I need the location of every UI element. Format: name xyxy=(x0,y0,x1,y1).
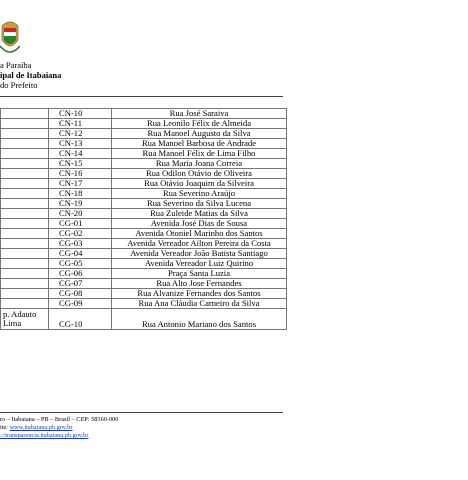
row-left-cell xyxy=(1,109,49,119)
table-row xyxy=(1,119,287,129)
row-left-cell xyxy=(1,229,49,239)
row-street-cell: Rua Severino da Silva Lucena xyxy=(112,199,287,209)
footer-block xyxy=(0,416,118,440)
row-street-cell: Rua Antonio Mariano dos Santos xyxy=(112,309,287,330)
header-block xyxy=(0,60,61,90)
row-code-cell: CN-16 xyxy=(49,169,112,179)
row-street-cell: Avenida Vereador Luiz Quirino xyxy=(112,259,287,269)
streets-table xyxy=(0,108,287,330)
table-row xyxy=(1,299,287,309)
row-code-cell: CG-10 xyxy=(49,309,112,330)
row-left-cell xyxy=(1,299,49,309)
row-street-cell: Rua Manoel Félix de Lima Filho xyxy=(112,149,287,159)
table-row xyxy=(1,209,287,219)
row-left-cell xyxy=(1,179,49,189)
row-street-cell: Rua Alvanize Fernandes dos Santos xyxy=(112,289,287,299)
row-left-cell xyxy=(1,129,49,139)
footer-site-line xyxy=(0,424,118,432)
row-code-cell: CN-19 xyxy=(49,199,112,209)
footer-site-prefix: ite: xyxy=(0,424,10,431)
streets-table-body xyxy=(1,109,287,330)
row-street-cell: Praça Santa Luzia xyxy=(112,269,287,279)
footer-divider xyxy=(0,412,283,413)
row-left-cell xyxy=(1,139,49,149)
coat-of-arms-icon xyxy=(0,18,20,58)
row-code-cell: CN-15 xyxy=(49,159,112,169)
row-code-cell: CG-06 xyxy=(49,269,112,279)
footer-transparency-link[interactable]: ://transparencia.itabaiana.pb.gov.br xyxy=(0,432,89,439)
header-state: a Paraíba xyxy=(0,60,32,70)
row-street-cell: Rua Manoel Augusto da Silva xyxy=(112,129,287,139)
row-street-cell: Rua Manoel Barbosa de Andrade xyxy=(112,139,287,149)
row-street-cell: Rua Zuleide Matias da Silva xyxy=(112,209,287,219)
row-street-cell: Avenida Vereador João Batista Santiago xyxy=(112,249,287,259)
table-row xyxy=(1,239,287,249)
header-municipality: ipal de Itabaiana xyxy=(0,70,62,80)
row-left-cell xyxy=(1,269,49,279)
row-code-cell: CN-11 xyxy=(49,119,112,129)
row-street-cell: Rua José Saraiva xyxy=(112,109,287,119)
table-row xyxy=(1,139,287,149)
row-street-cell: Rua Odilon Otávio de Oliveira xyxy=(112,169,287,179)
footer-address: ro – Itabaiana – PB – Brasil – CEP: 58360-000 xyxy=(0,416,119,423)
table-row xyxy=(1,249,287,259)
row-street-cell: Rua Otávio Joaquim da Silveira xyxy=(112,179,287,189)
row-code-cell: CG-05 xyxy=(49,259,112,269)
table-row xyxy=(1,259,287,269)
table-row xyxy=(1,129,287,139)
row-left-cell xyxy=(1,199,49,209)
row-left-cell xyxy=(1,209,49,219)
row-left-cell xyxy=(1,149,49,159)
row-code-cell: CG-03 xyxy=(49,239,112,249)
footer-site-link[interactable]: www.itabaiana.pb.gov.br xyxy=(9,424,73,431)
row-street-cell: Rua Ana Cláudia Carneiro da Silva xyxy=(112,299,287,309)
table-row xyxy=(1,229,287,239)
header-office: do Prefeito xyxy=(0,80,38,90)
table-row xyxy=(1,189,287,199)
row-left-cell xyxy=(1,239,49,249)
row-code-cell: CG-04 xyxy=(49,249,112,259)
row-left-cell xyxy=(1,169,49,179)
table-row xyxy=(1,109,287,119)
row-left-cell xyxy=(1,289,49,299)
row-code-cell: CN-18 xyxy=(49,189,112,199)
row-street-cell: Avenida José Dias de Sousa xyxy=(112,219,287,229)
row-code-cell: CN-14 xyxy=(49,149,112,159)
row-code-cell: CG-01 xyxy=(49,219,112,229)
row-street-cell: Rua Alto Jose Fernandes xyxy=(112,279,287,289)
row-street-cell: Avenida Vereador Ailton Pereira da Costa xyxy=(112,239,287,249)
row-left-cell xyxy=(1,219,49,229)
table-row xyxy=(1,309,287,330)
row-left-cell xyxy=(1,259,49,269)
table-row xyxy=(1,279,287,289)
row-left-line1: p. Adauto xyxy=(3,309,37,319)
row-left-line2: Lima xyxy=(3,318,22,328)
row-left-cell xyxy=(1,249,49,259)
table-row xyxy=(1,269,287,279)
row-code-cell: CN-17 xyxy=(49,179,112,189)
row-code-cell: CG-02 xyxy=(49,229,112,239)
row-left-cell xyxy=(1,119,49,129)
row-code-cell: CN-10 xyxy=(49,109,112,119)
row-code-cell: CG-07 xyxy=(49,279,112,289)
row-left-cell xyxy=(1,159,49,169)
row-left-cell xyxy=(1,189,49,199)
table-row xyxy=(1,219,287,229)
row-street-cell: Rua Leonilo Félix de Almeida xyxy=(112,119,287,129)
table-row xyxy=(1,289,287,299)
table-row xyxy=(1,159,287,169)
footer-transparency-line xyxy=(0,432,118,440)
table-row xyxy=(1,179,287,189)
row-code-cell: CN-20 xyxy=(49,209,112,219)
row-left-cell xyxy=(1,309,49,330)
table-row xyxy=(1,199,287,209)
row-street-cell: Rua Maria Joana Correia xyxy=(112,159,287,169)
row-street-cell: Rua Severino Araújo xyxy=(112,189,287,199)
row-code-cell: CN-12 xyxy=(49,129,112,139)
row-left-cell xyxy=(1,279,49,289)
header-divider xyxy=(0,96,283,97)
table-row xyxy=(1,149,287,159)
table-row xyxy=(1,169,287,179)
row-code-cell: CG-09 xyxy=(49,299,112,309)
row-code-cell: CG-08 xyxy=(49,289,112,299)
row-street-cell: Avenida Otoniel Marinho dos Santos xyxy=(112,229,287,239)
row-code-cell: CN-13 xyxy=(49,139,112,149)
